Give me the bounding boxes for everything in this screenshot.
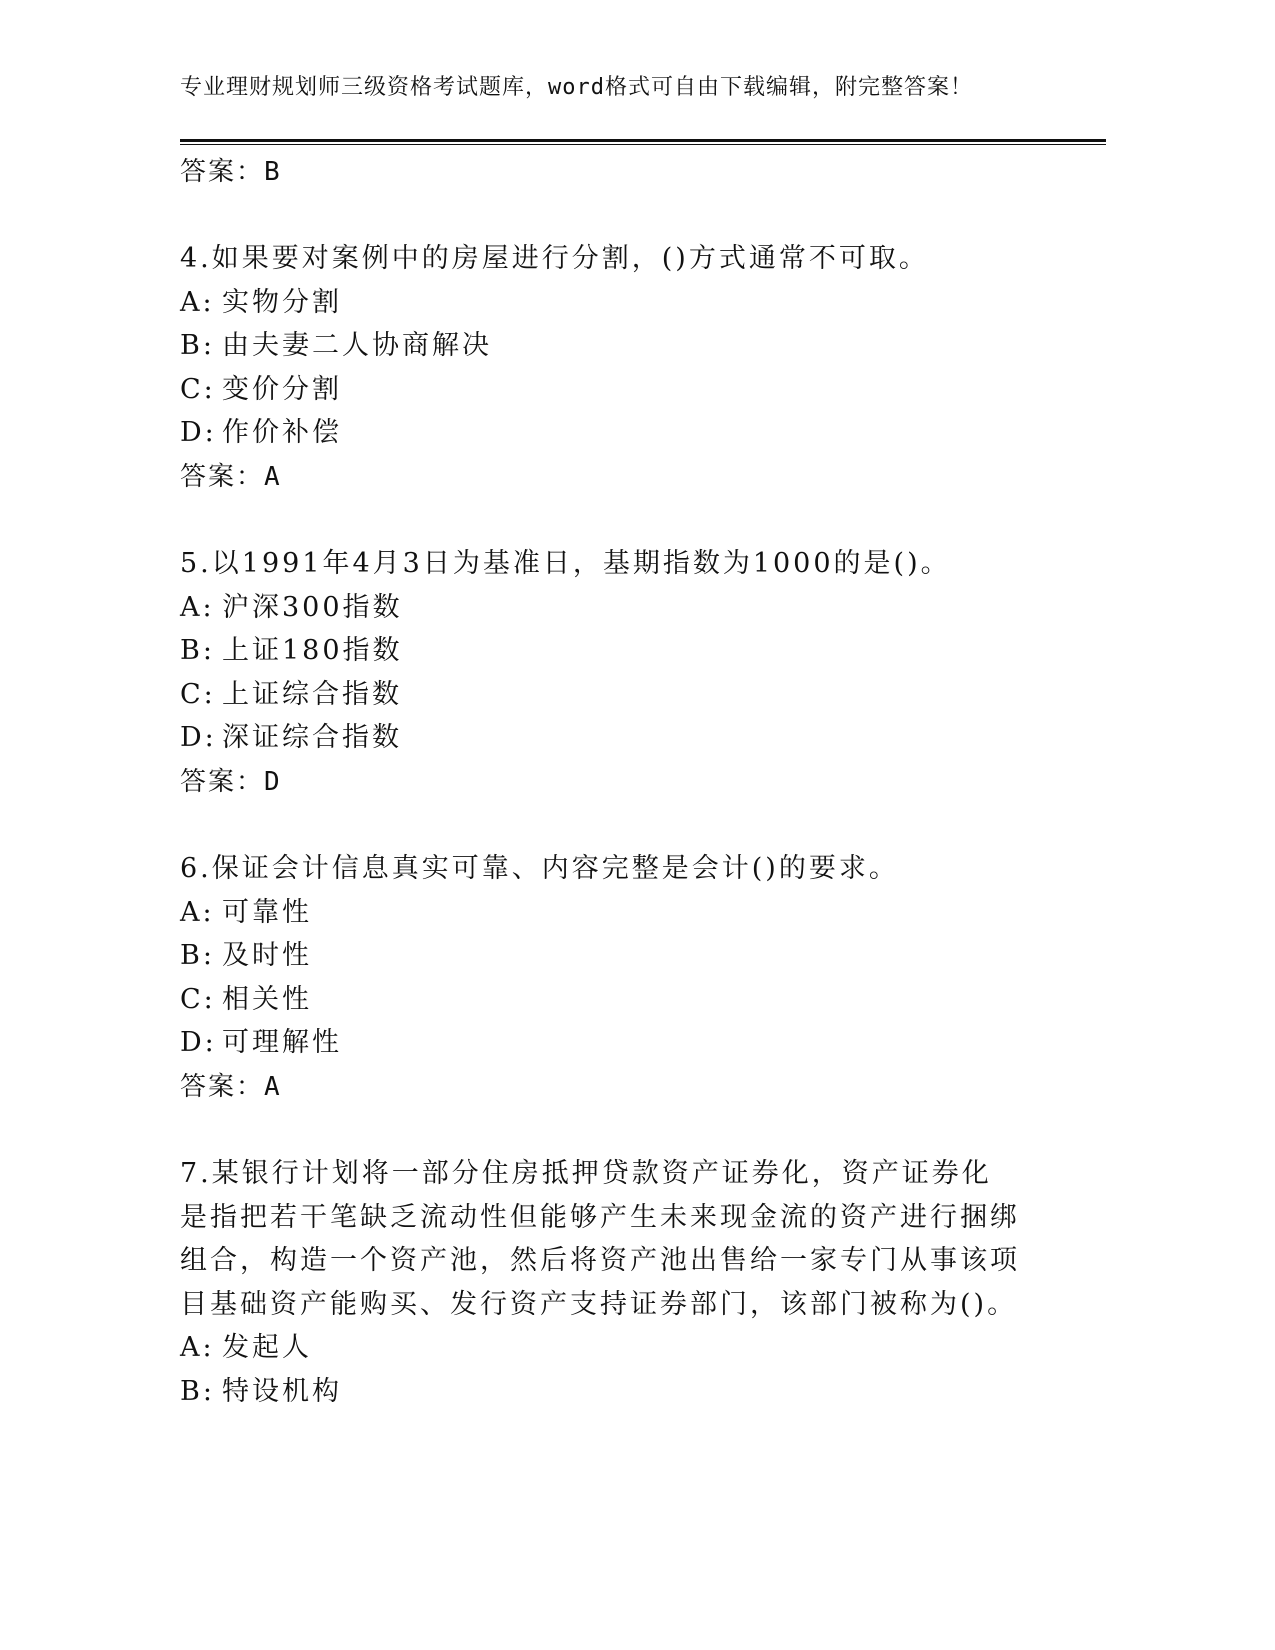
- option-letter: C:: [180, 983, 216, 1015]
- answer-value: A: [264, 461, 282, 492]
- answer-line: [180, 1065, 1100, 1109]
- question-6: [180, 847, 1100, 1109]
- option-letter: A:: [180, 896, 215, 928]
- option-letter: C:: [180, 373, 216, 405]
- option-text: 发起人: [222, 1332, 312, 1364]
- answer-value: D: [264, 766, 282, 797]
- option-d: [180, 1021, 1100, 1065]
- option-text: 作价补偿: [222, 417, 342, 449]
- answer-line: [180, 760, 1100, 804]
- option-text: 可理解性: [222, 1027, 342, 1059]
- option-text: 由夫妻二人协商解决: [222, 330, 492, 362]
- option-a: [180, 1326, 1100, 1370]
- option-letter: B:: [180, 635, 215, 667]
- option-c: [180, 368, 1100, 412]
- option-text: 上证综合指数: [222, 678, 402, 710]
- answer-value: A: [264, 1071, 282, 1102]
- question-5: [180, 542, 1100, 804]
- document-header: 专业理财规划师三级资格考试题库，word格式可自由下载编辑，附完整答案！: [180, 75, 973, 100]
- document-body: [180, 150, 1100, 1456]
- option-text: 及时性: [222, 940, 312, 972]
- option-letter: D:: [180, 417, 217, 449]
- option-a: [180, 891, 1100, 935]
- option-letter: B:: [180, 1375, 215, 1407]
- question-stem: 4.如果要对案例中的房屋进行分割，()方式通常不可取。: [180, 243, 929, 274]
- option-d: [180, 716, 1100, 760]
- answer-prefix: 答案：: [180, 461, 265, 492]
- question-stem: 7.某银行计划将一部分住房抵押贷款资产证券化，资产证券化是指把若干笔缺乏流动性但能够产生未来现金流的资产进行捆绑组合，构造一个资产池，然后将资产池出售给一家专门从事该项目基础资产能购买、发行资产支持证券部门，该部门被称为()。: [180, 1157, 1020, 1320]
- option-letter: A:: [180, 591, 215, 623]
- question-stem: 5.以1991年4月3日为基准日，基期指数为1000的是()。: [180, 547, 951, 579]
- option-text: 可靠性: [222, 896, 312, 928]
- option-b: [180, 934, 1100, 978]
- option-b: [180, 1370, 1100, 1414]
- option-letter: B:: [180, 940, 215, 972]
- answer-line: [180, 455, 1100, 499]
- option-d: [180, 411, 1100, 455]
- option-letter: D:: [180, 722, 217, 754]
- option-text: 深证综合指数: [222, 722, 402, 754]
- question-4: [180, 237, 1100, 499]
- answer-line: [180, 150, 1100, 194]
- option-a: [180, 586, 1100, 630]
- option-letter: D:: [180, 1027, 217, 1059]
- option-letter: C:: [180, 678, 216, 710]
- question-stem: 6.保证会计信息真实可靠、内容完整是会计()的要求。: [180, 852, 899, 884]
- option-text: 相关性: [222, 983, 312, 1015]
- option-c: [180, 673, 1100, 717]
- option-a: [180, 281, 1100, 325]
- option-letter: A:: [180, 1332, 215, 1364]
- answer-value: B: [264, 157, 282, 187]
- header-rule-thin: [180, 144, 1106, 145]
- header-rule-thick: [180, 139, 1106, 142]
- answer-prefix: 答案：: [180, 1071, 265, 1102]
- option-text: 变价分割: [222, 373, 342, 405]
- question-7: [180, 1152, 1100, 1414]
- option-letter: A:: [180, 286, 215, 318]
- option-b: [180, 324, 1100, 368]
- answer-prefix: 答案：: [180, 157, 265, 187]
- answer-prefix: 答案：: [180, 766, 265, 797]
- option-text: 上证180指数: [222, 635, 403, 667]
- option-text: 实物分割: [222, 286, 342, 318]
- option-b: [180, 629, 1100, 673]
- option-text: 沪深300指数: [222, 591, 403, 623]
- option-letter: B:: [180, 330, 215, 362]
- option-text: 特设机构: [222, 1375, 342, 1407]
- option-c: [180, 978, 1100, 1022]
